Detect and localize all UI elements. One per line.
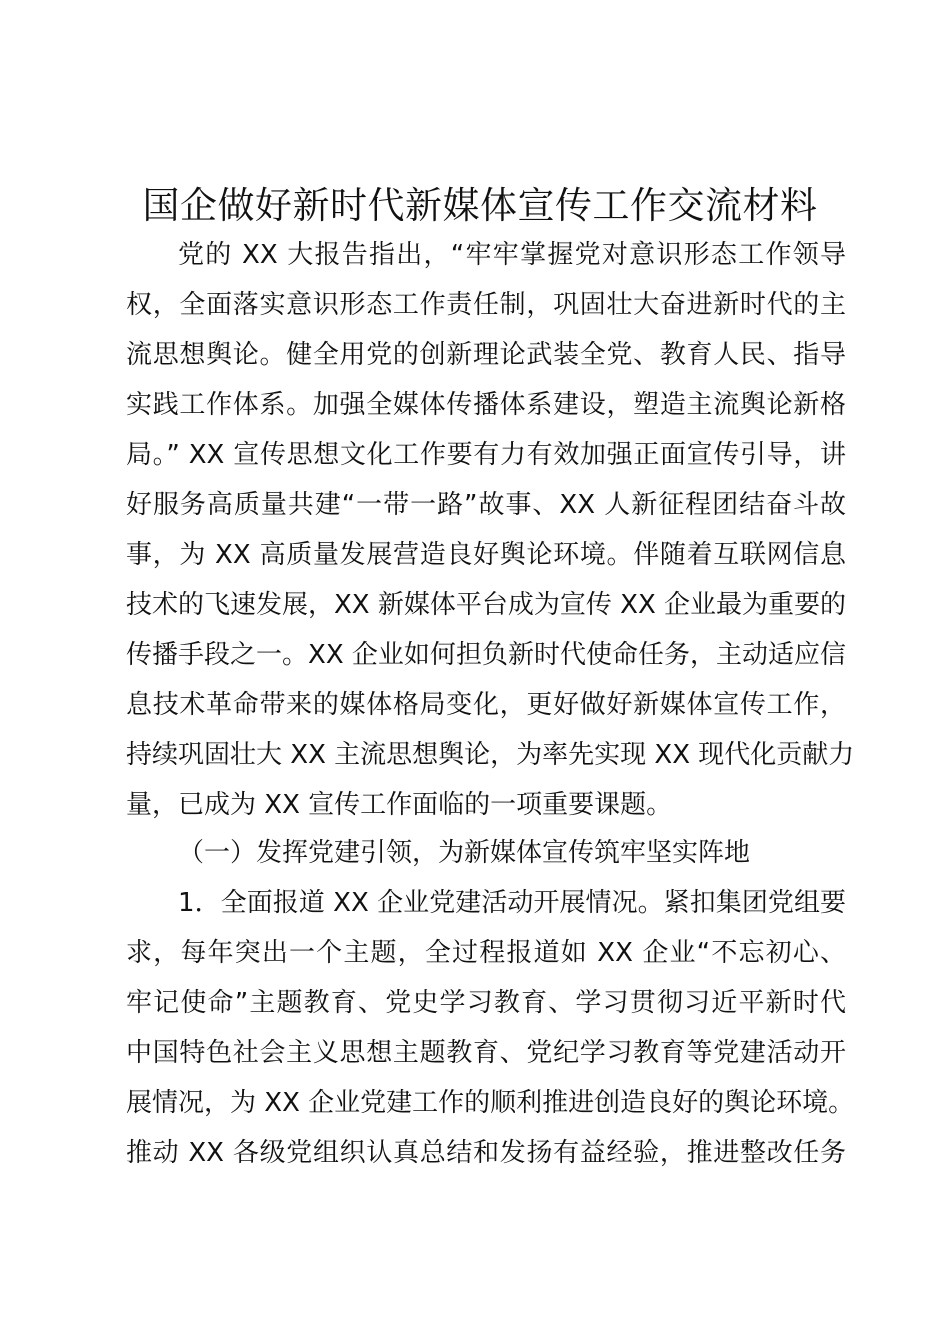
- text-line: 事，为 XX 高质量发展营造良好舆论环境。伴随着互联网信息: [126, 540, 846, 570]
- document-title: 国企做好新时代新媒体宣传工作交流材料: [142, 184, 818, 227]
- text-line: 技术的飞速发展，XX 新媒体平台成为宣传 XX 企业最为重要的: [126, 590, 847, 620]
- paragraph-section-1: [126, 878, 855, 1178]
- text-line: 推动 XX 各级党组织认真总结和发扬有益经验，推进整改任务: [126, 1138, 846, 1168]
- text-line: 党的 XX 大报告指出，“牢牢掌握党对意识形态工作领导: [178, 240, 846, 270]
- section-heading-text: （一）发挥党建引领，为新媒体宣传筑牢坚实阵地: [178, 838, 751, 868]
- text-line: 1．全面报道 XX 企业党建活动开展情况。紧扣集团党组要: [178, 888, 846, 918]
- text-line: 牢记使命”主题教育、党史学习教育、学习贯彻习近平新时代: [126, 988, 846, 1018]
- text-line: 权，全面落实意识形态工作责任制，巩固壮大奋进新时代的主: [126, 290, 846, 320]
- text-line: 息技术革命带来的媒体格局变化，更好做好新媒体宣传工作，: [126, 690, 846, 720]
- text-line: 局。” XX 宣传思想文化工作要有力有效加强正面宣传引导，讲: [126, 440, 846, 470]
- text-line: 中国特色社会主义思想主题教育、党纪学习教育等党建活动开: [126, 1038, 846, 1068]
- text-line: 流思想舆论。健全用党的创新理论武装全党、教育人民、指导: [126, 340, 846, 370]
- text-line: 持续巩固壮大 XX 主流思想舆论，为率先实现 XX 现代化贡献力: [126, 740, 855, 770]
- section-heading: [126, 828, 846, 878]
- text-line: 传播手段之一。XX 企业如何担负新时代使命任务，主动适应信: [126, 640, 846, 670]
- text-line: 展情况，为 XX 企业党建工作的顺利推进创造良好的舆论环境。: [126, 1088, 855, 1118]
- paragraph-intro: [126, 230, 855, 830]
- text-line: 实践工作体系。加强全媒体传播体系建设，塑造主流舆论新格: [126, 390, 846, 420]
- text-line: 好服务高质量共建“一带一路”故事、XX 人新征程团结奋斗故: [126, 490, 846, 520]
- text-line: 量，已成为 XX 宣传工作面临的一项重要课题。: [126, 790, 673, 820]
- text-line: 求，每年突出一个主题，全过程报道如 XX 企业“不忘初心、: [126, 938, 846, 968]
